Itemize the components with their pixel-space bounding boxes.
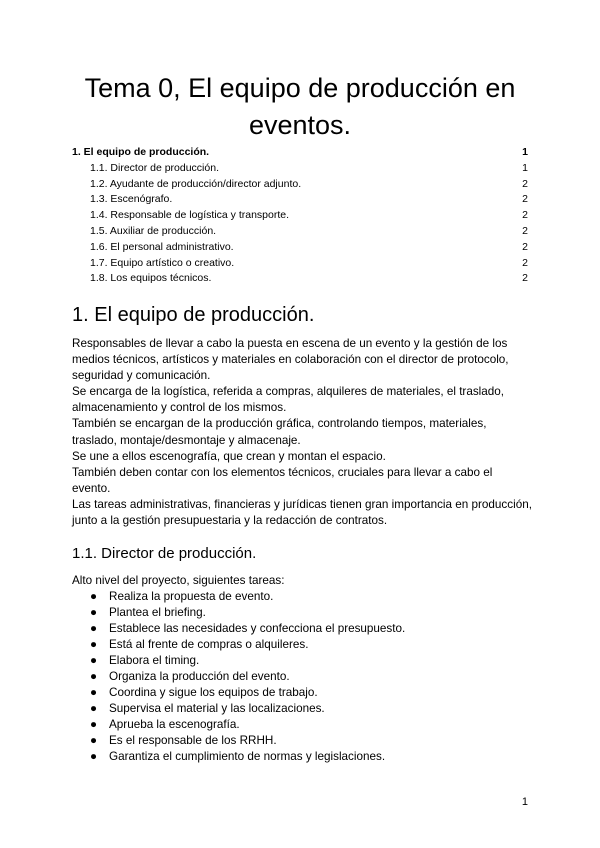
list-item (72, 605, 405, 621)
list-item-text: Elabora el timing. (109, 654, 200, 667)
list-item (72, 589, 405, 605)
paragraph: También deben contar con los elementos técnicos, cruciales para llevar a cabo el evento. (72, 465, 493, 495)
list-item-text: Aprueba la escenografía. (109, 718, 240, 731)
paragraph: Se encarga de la logística, referida a compras, alquileres de materiales, el traslado, almacenamiento y control de los mismos. (72, 385, 505, 415)
toc-entry-page: 2 (522, 256, 528, 269)
bullet-icon: ● (90, 734, 98, 747)
list-item-text: Está al frente de compras o alquileres. (109, 638, 309, 651)
toc-entry[interactable] (72, 145, 528, 161)
toc-entry-page: 1 (522, 161, 528, 174)
bullet-icon: ● (90, 750, 98, 763)
document-title: Tema 0, El equipo de producción en eventos. (84, 73, 516, 140)
list-item (72, 685, 405, 701)
toc-entry-page: 2 (522, 240, 528, 253)
toc-entry-page: 2 (522, 272, 528, 285)
list-item-text: Supervisa el material y las localizaciones. (109, 702, 325, 715)
toc-entry-label: 1.3. Escenógrafo. (90, 193, 173, 206)
bullet-icon: ● (90, 638, 98, 651)
subsection-heading: 1.1. Director de producción. (72, 545, 257, 562)
bullet-icon: ● (90, 670, 98, 683)
list-item (72, 621, 405, 637)
list-item-text: Establece las necesidades y confecciona el presupuesto. (109, 622, 406, 635)
paragraph: Responsables de llevar a cabo la puesta en escena de un evento y la gestión de los medios técnicos, artísticos y materiales en colaboración con el director de protocolo, seguridad y comunicación. (72, 337, 509, 383)
paragraph: También se encargan de la producción gráfica, controlando tiempos, materiales, traslado, montaje/desmontaje y almacenaje. (72, 417, 487, 447)
list-item-text: Realiza la propuesta de evento. (109, 590, 274, 603)
bullet-icon: ● (90, 718, 98, 731)
toc-entry-label: 1.6. El personal administrativo. (90, 240, 234, 253)
toc-entry-page: 2 (522, 177, 528, 190)
list-item (72, 637, 405, 653)
paragraph: Se une a ellos escenografía, que crean y montan el espacio. (72, 449, 386, 463)
toc-entry-label: 1. El equipo de producción. (72, 146, 210, 158)
list-item-text: Coordina y sigue los equipos de trabajo. (109, 686, 318, 699)
bullet-list (72, 589, 405, 765)
section-heading: 1. El equipo de producción. (72, 304, 315, 326)
toc-entry[interactable] (72, 224, 528, 240)
toc-entry-label: 1.2. Ayudante de producción/director adjunto. (90, 177, 302, 190)
bullet-icon: ● (90, 702, 98, 715)
toc-entry[interactable] (72, 208, 528, 224)
list-item (72, 749, 405, 765)
toc-entry-page: 2 (522, 193, 528, 206)
list-item-text: Plantea el briefing. (109, 606, 206, 619)
list-item-text: Garantiza el cumplimiento de normas y legislaciones. (109, 750, 386, 763)
page-number: 1 (521, 796, 528, 808)
table-of-contents (72, 145, 528, 287)
toc-entry[interactable] (72, 256, 528, 272)
bullet-icon: ● (90, 622, 98, 635)
toc-entry-page: 1 (522, 146, 528, 158)
bullet-icon: ● (90, 606, 98, 619)
section-body (72, 336, 532, 529)
list-item (72, 733, 405, 749)
toc-entry[interactable] (72, 161, 528, 177)
toc-entry-label: 1.8. Los equipos técnicos. (90, 272, 212, 285)
toc-entry-label: 1.4. Responsable de logística y transporte. (90, 209, 290, 222)
list-item (72, 669, 405, 685)
subsection-intro: Alto nivel del proyecto, siguientes tareas: (72, 574, 285, 587)
toc-entry-page: 2 (522, 209, 528, 222)
toc-entry-label: 1.7. Equipo artístico o creativo. (90, 256, 235, 269)
list-item-text: Es el responsable de los RRHH. (109, 734, 277, 747)
toc-entry[interactable] (72, 177, 528, 193)
list-item (72, 701, 405, 717)
list-item (72, 717, 405, 733)
toc-entry-label: 1.1. Director de producción. (90, 161, 219, 174)
bullet-icon: ● (90, 686, 98, 699)
list-item-text: Organiza la producción del evento. (109, 670, 290, 683)
toc-entry-page: 2 (522, 224, 528, 237)
list-item (72, 653, 405, 669)
toc-entry[interactable] (72, 240, 528, 256)
toc-entry[interactable] (72, 192, 528, 208)
paragraph: Las tareas administrativas, financieras y jurídicas tienen gran importancia en producción, junto a la gestión presupuestaria y la redacción de contratos. (72, 497, 532, 528)
toc-entry[interactable] (72, 271, 528, 287)
bullet-icon: ● (90, 590, 98, 603)
bullet-icon: ● (90, 654, 98, 667)
toc-entry-label: 1.5. Auxiliar de producción. (90, 224, 217, 237)
